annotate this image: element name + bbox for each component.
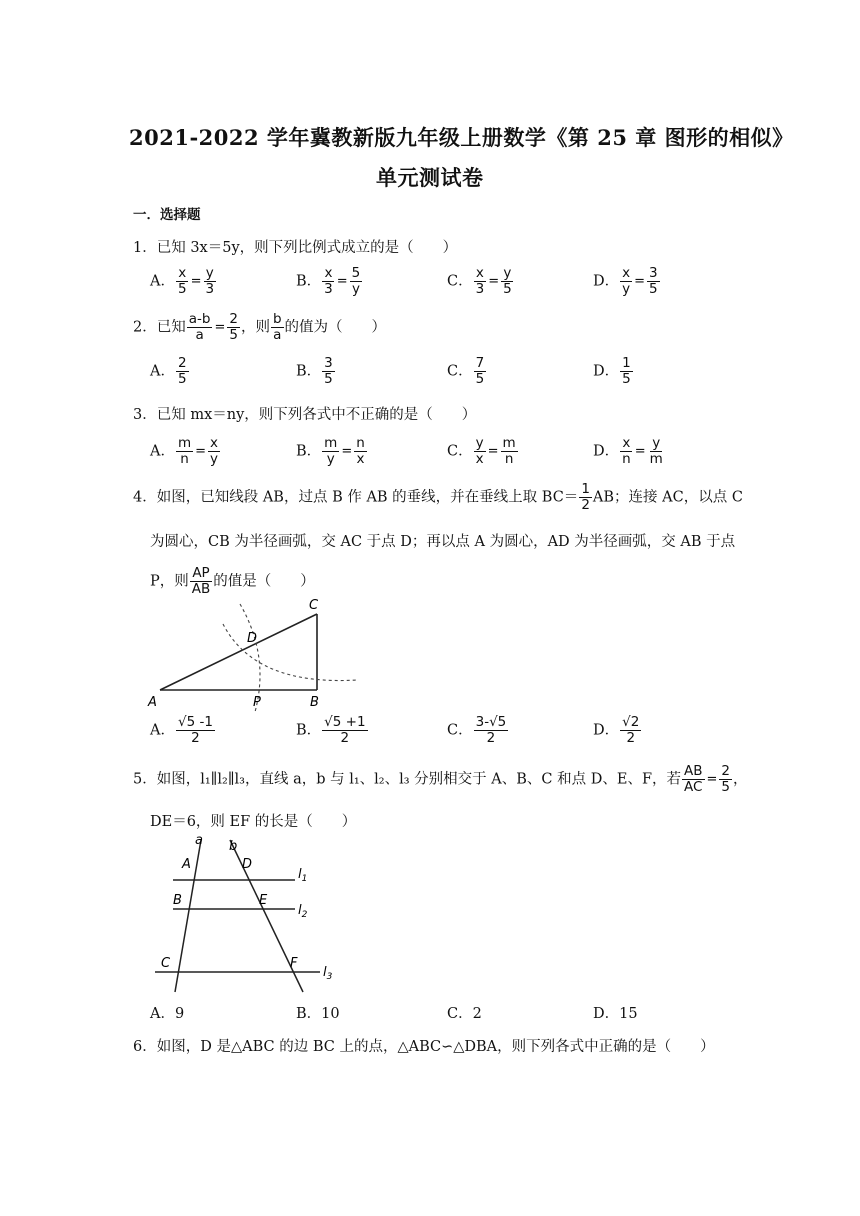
question-4-line-3: P，则 $\frac{AP}{AB}$ 的值是（ ） [150, 565, 315, 597]
question-3-option-a: A． $\frac{m}{n}$ = $\frac{x}{y}$ [150, 435, 219, 467]
figure-label-c: C [309, 598, 319, 613]
figure-label-a: A [148, 695, 157, 710]
question-5-line-2: DE＝6，则 EF 的长是（ ） [150, 814, 357, 830]
question-1-option-a: A． $\frac{x}{5}$ = $\frac{y}{3}$ [150, 265, 215, 297]
figure-label-line-b: b [229, 839, 238, 854]
figure-label-p: P [253, 695, 261, 710]
figure-label-point-d: D [242, 857, 253, 872]
figure-label-point-c: C [161, 956, 171, 971]
question-5-line-1: 5．如图，l₁∥l₂∥l₃，直线 a，b 与 l₁、l₂、l₃ 分别相交于 A、B、C 和点 D、E、F，若 $\frac{AB}{AC}$ = $\frac{2}{5}$ ， [133, 763, 748, 795]
figure-label-l3: $l_3$ [323, 965, 333, 982]
figure-label-l2: $l_2$ [298, 903, 308, 920]
figure-label-line-a: a [195, 834, 203, 848]
figure-label-point-b: B [173, 893, 182, 908]
question-3-option-c: C． $\frac{y}{x}$ = $\frac{m}{n}$ [447, 435, 516, 467]
question-4-option-c: C． $\frac{3-√5}{2}$ [447, 714, 507, 746]
section-heading: 一．选择题 [133, 207, 201, 223]
question-1-stem: 1．已知 3x＝5y，则下列比例式成立的是（ ） [133, 240, 458, 256]
figure-label-point-e: E [259, 893, 268, 908]
question-1-option-b: B． $\frac{x}{3}$ = $\frac{5}{y}$ [296, 265, 361, 297]
question-4-option-b: B． $\frac{√5 +1}{2}$ [296, 714, 366, 746]
question-2-option-a: A． $\frac{2}{5}$ [150, 355, 187, 387]
question-1-option-d: D． $\frac{x}{y}$ = $\frac{3}{5}$ [593, 265, 658, 297]
question-3-option-b: B． $\frac{m}{y}$ = $\frac{n}{x}$ [296, 435, 365, 467]
question-4-line-1: 4．如图，已知线段 AB，过点 B 作 AB 的垂线，并在垂线上取 BC＝ $\frac{1}{2}$ AB；连接 AC，以点 C [133, 481, 743, 513]
question-5-figure [145, 834, 345, 994]
question-4-option-a: A． $\frac{√5 -1}{2}$ [150, 714, 213, 746]
question-4-line-2: 为圆心，CB 为半径画弧，交 AC 于点 D；再以点 A 为圆心，AD 为半径画弧，交 AB 于点 [150, 534, 736, 550]
question-2-option-b: B． $\frac{3}{5}$ [296, 355, 333, 387]
figure-label-l1: $l_1$ [298, 867, 308, 884]
question-2-option-c: C． $\frac{7}{5}$ [447, 355, 485, 387]
question-2-option-d: D． $\frac{1}{5}$ [593, 355, 631, 387]
page-title: 2021-2022 学年冀教新版九年级上册数学《第 25 章 图形的相似》 [129, 125, 794, 150]
question-4-option-d: D． $\frac{√2}{2}$ [593, 714, 640, 746]
figure-label-d: D [247, 631, 258, 646]
question-5-option-b: B．10 [296, 1006, 340, 1022]
question-5-option-c: C．2 [447, 1006, 482, 1022]
question-1-option-c: C． $\frac{x}{3}$ = $\frac{y}{5}$ [447, 265, 512, 297]
figure-label-point-a: A [182, 857, 191, 872]
figure-label-point-f: F [290, 956, 298, 971]
question-5-option-a: A．9 [150, 1006, 185, 1022]
question-5-option-d: D．15 [593, 1006, 638, 1022]
question-2-stem: 2．已知 $\frac{a-b}{a}$ = $\frac{2}{5}$ ，则 $\frac{b}{a}$ 的值为（ ） [133, 311, 387, 343]
question-6-stem: 6．如图，D 是△ABC 的边 BC 上的点，△ABC∽△DBA，则下列各式中正确的是（ ） [133, 1039, 715, 1055]
question-3-stem: 3．已知 mx＝ny，则下列各式中不正确的是（ ） [133, 407, 477, 423]
question-4-figure [145, 596, 365, 716]
page-subtitle: 单元测试卷 [376, 165, 484, 190]
question-3-option-d: D． $\frac{x}{n}$ = $\frac{y}{m}$ [593, 435, 663, 467]
figure-label-b: B [310, 695, 319, 710]
